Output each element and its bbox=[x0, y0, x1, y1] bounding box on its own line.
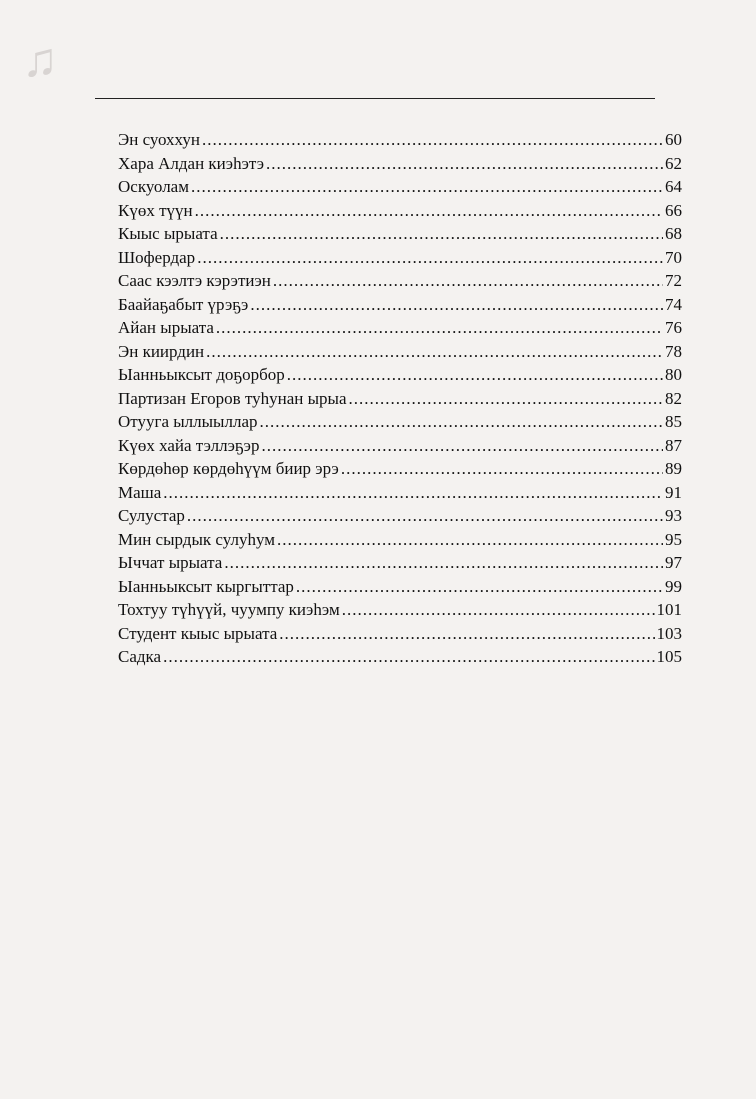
toc-entry-page: 103 bbox=[656, 623, 682, 643]
dot-leader bbox=[163, 645, 654, 669]
toc-entry-page: 85 bbox=[665, 412, 682, 431]
toc-entry-title: Ыанньыксыт доҕорбор bbox=[118, 365, 285, 384]
toc-entry-title: Шофердар bbox=[118, 247, 196, 267]
toc-entry-page: 95 bbox=[665, 529, 682, 549]
music-note-decoration-icon: ♫ bbox=[22, 34, 58, 87]
toc-entry[interactable] bbox=[118, 316, 682, 340]
dot-leader bbox=[279, 622, 654, 646]
toc-entry-title: Көрдөһөр көрдөһүүм биир эрэ bbox=[118, 459, 339, 478]
toc-entry-page: 76 bbox=[665, 318, 682, 337]
toc-entry[interactable] bbox=[118, 551, 682, 575]
toc-entry[interactable] bbox=[118, 457, 682, 481]
toc-entry[interactable] bbox=[118, 246, 682, 270]
toc-entry-page: 72 bbox=[665, 271, 682, 290]
toc-entry[interactable] bbox=[118, 434, 682, 458]
toc-entry-title: Эн киирдин bbox=[118, 341, 205, 361]
toc-entry[interactable] bbox=[118, 387, 682, 411]
toc-entry[interactable] bbox=[118, 363, 682, 387]
toc-entry-page: 62 bbox=[665, 153, 682, 173]
toc-entry[interactable] bbox=[118, 340, 682, 364]
dot-leader bbox=[206, 340, 663, 364]
dot-leader bbox=[202, 128, 663, 152]
toc-entry-page: 97 bbox=[665, 553, 682, 572]
header-rule bbox=[95, 98, 655, 99]
dot-leader bbox=[224, 551, 663, 575]
dot-leader bbox=[287, 363, 663, 387]
dot-leader bbox=[187, 504, 663, 528]
toc-entry[interactable] bbox=[118, 293, 682, 317]
toc-entry-title: Мин сырдык сулуһум bbox=[118, 529, 275, 549]
toc-entry-page: 99 bbox=[665, 576, 682, 596]
dot-leader bbox=[266, 152, 663, 176]
toc-entry-page: 66 bbox=[665, 200, 682, 220]
toc-entry-title: Айан ырыата bbox=[118, 318, 214, 337]
toc-entry-title: Садка bbox=[118, 647, 162, 666]
toc-entry-page: 78 bbox=[665, 341, 682, 361]
toc-entry-title: Маша bbox=[118, 482, 162, 502]
dot-leader bbox=[216, 316, 663, 340]
dot-leader bbox=[220, 222, 663, 246]
dot-leader bbox=[261, 434, 663, 458]
toc-entry-page: 64 bbox=[665, 177, 682, 196]
dot-leader bbox=[250, 293, 663, 317]
toc-entry[interactable] bbox=[118, 575, 682, 599]
toc-entry[interactable] bbox=[118, 128, 682, 152]
toc-entry-page: 87 bbox=[665, 435, 682, 455]
toc-entry[interactable] bbox=[118, 481, 682, 505]
toc-entry-page: 91 bbox=[665, 482, 682, 502]
dot-leader bbox=[349, 387, 663, 411]
toc-entry-page: 82 bbox=[665, 388, 682, 408]
toc-entry[interactable] bbox=[118, 222, 682, 246]
toc-entry[interactable] bbox=[118, 175, 682, 199]
dot-leader bbox=[277, 528, 663, 552]
dot-leader bbox=[197, 246, 663, 270]
dot-leader bbox=[191, 175, 663, 199]
toc-entry-title: Сулустар bbox=[118, 506, 185, 525]
toc-entry-page: 101 bbox=[656, 600, 682, 619]
toc-entry-page: 60 bbox=[665, 130, 682, 149]
toc-entry-title: Күөх түүн bbox=[118, 200, 193, 220]
toc-entry-title: Эн суоххун bbox=[118, 130, 200, 149]
toc-entry[interactable] bbox=[118, 598, 682, 622]
dot-leader bbox=[342, 598, 655, 622]
dot-leader bbox=[296, 575, 663, 599]
toc-entry[interactable] bbox=[118, 410, 682, 434]
toc-entry-page: 89 bbox=[665, 459, 682, 478]
toc-entry-title: Оскуолам bbox=[118, 177, 189, 196]
dot-leader bbox=[163, 481, 663, 505]
toc-entry-title: Ыанньыксыт кыргыттар bbox=[118, 576, 294, 596]
toc-entry[interactable] bbox=[118, 504, 682, 528]
toc-entry[interactable] bbox=[118, 269, 682, 293]
toc-entry-title: Ыччат ырыата bbox=[118, 553, 223, 572]
toc-entry-page: 74 bbox=[665, 294, 682, 314]
dot-leader bbox=[273, 269, 663, 293]
toc-entry[interactable] bbox=[118, 528, 682, 552]
toc-entry[interactable] bbox=[118, 152, 682, 176]
dot-leader bbox=[260, 410, 664, 434]
dot-leader bbox=[195, 199, 663, 223]
toc-entry-page: 93 bbox=[665, 506, 682, 525]
toc-entry-page: 68 bbox=[665, 224, 682, 243]
toc-entry[interactable] bbox=[118, 622, 682, 646]
toc-entry-title: Кыыс ырыата bbox=[118, 224, 218, 243]
toc-entry-title: Тохтуу түһүүй, чуумпу киэһэм bbox=[118, 600, 340, 619]
toc-entry[interactable] bbox=[118, 645, 682, 669]
toc-entry-page: 105 bbox=[656, 647, 682, 666]
toc-entry-title: Студент кыыс ырыата bbox=[118, 623, 278, 643]
table-of-contents bbox=[118, 128, 682, 669]
dot-leader bbox=[341, 457, 663, 481]
toc-entry[interactable] bbox=[118, 199, 682, 223]
toc-entry-title: Хара Алдан киэһэтэ bbox=[118, 153, 265, 173]
toc-entry-title: Баайаҕабыт үрэҕэ bbox=[118, 294, 249, 314]
toc-entry-title: Отууга ыллыыллар bbox=[118, 412, 258, 431]
toc-entry-page: 70 bbox=[665, 247, 682, 267]
toc-entry-page: 80 bbox=[665, 365, 682, 384]
toc-entry-title: Партизан Егоров туһунан ырыа bbox=[118, 388, 347, 408]
toc-entry-title: Күөх хайа тэллэҕэр bbox=[118, 435, 260, 455]
toc-entry-title: Саас кээлтэ кэрэтиэн bbox=[118, 271, 271, 290]
